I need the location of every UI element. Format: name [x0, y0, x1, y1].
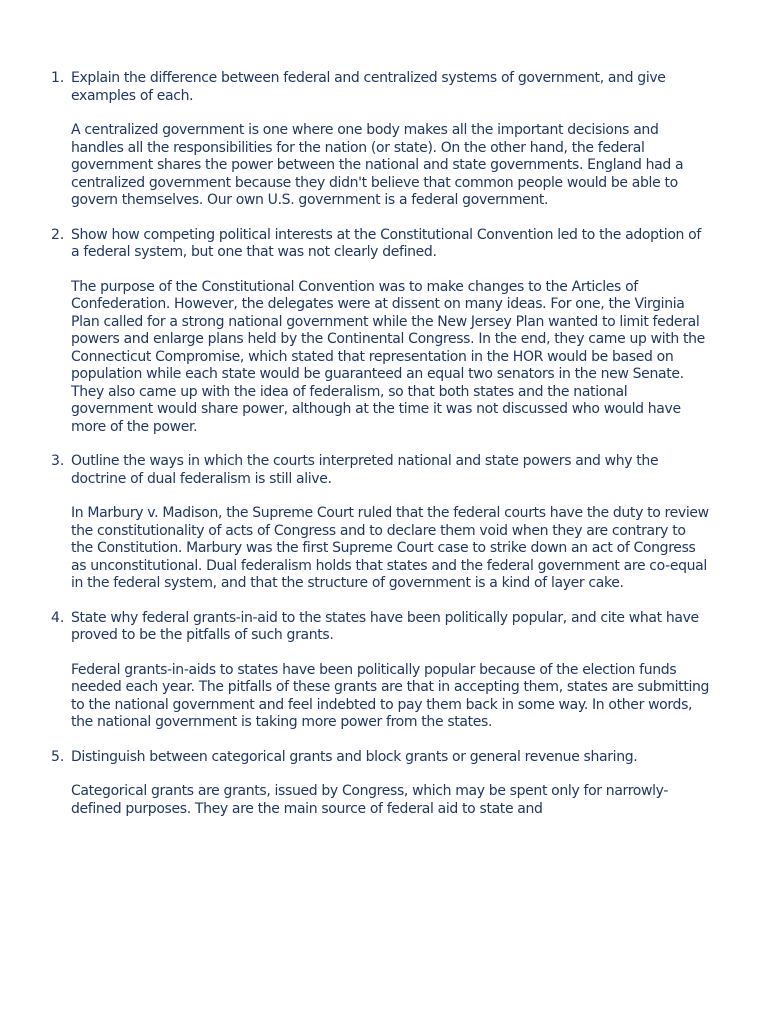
question-text: Outline the ways in which the courts interpreted national and state powers and why the doctrine of dual federalism is still alive. — [71, 453, 659, 487]
answer-text: In Marbury v. Madison, the Supreme Court ruled that the federal courts have the duty to review the constitutionality of acts of Congress and to declare them void when they are contrary to the Constitution. Marbury was the first Supreme Court case to strike down an act of Congress as unconstitutional. Dual federalism holds that states and the federal government are co-equal in the federal system, and that the structure of government is a kind of layer cake. — [71, 505, 709, 591]
answer-text: The purpose of the Constitutional Convention was to make changes to the Articles of Confederation. However, the delegates were at dissent on many ideas. For one, the Virginia Plan called for a strong national government while the New Jersey Plan wanted to limit federal powers and enlarge plans held by the Continental Congress. In the end, they came up with the Connecticut Compromise, which stated that representation in the HOR would be based on population while each state would be guaranteed an equal two senators in the new Senate. They also came up with the idea of federalism, so that both states and the national government would share power, although at the time it was not discussed who would have more of the power. — [71, 278, 705, 435]
item-number: 4. — [51, 609, 65, 626]
question-text: Show how competing political interests at the Constitutional Convention led to the adoption of a federal system, but one that was not clearly defined. — [71, 226, 701, 260]
item-number: 2. — [51, 226, 65, 243]
list-item — [50, 70, 710, 210]
list-item — [50, 227, 710, 437]
item-number: 1. — [51, 70, 65, 86]
list-item — [50, 610, 710, 732]
question-text: State why federal grants-in-aid to the states have been politically popular, and cite what have proved to be the pitfalls of such grants. — [71, 609, 699, 643]
question-text: Explain the difference between federal and centralized systems of government, and give examples of each. — [71, 70, 666, 104]
question-text: Distinguish between categorical grants and block grants or general revenue sharing. — [71, 748, 638, 765]
answer-text: Federal grants-in-aids to states have been politically popular because of the election funds needed each year. The pitfalls of these grants are that in accepting them, states are submitting to the national government and feel indebted to pay them back in some way. In other words, the national government is taking more power from the states. — [71, 661, 710, 730]
answer-text: A centralized government is one where one body makes all the important decisions and handles all the responsibilities for the nation (or state). On the other hand, the federal government shares the power between the national and state governments. England had a centralized government because they didn't believe that common people would be able to govern themselves. Our own U.S. government is a federal government. — [71, 122, 684, 208]
item-number: 5. — [51, 748, 65, 765]
answer-text: Categorical grants are grants, issued by Congress, which may be spent only for narrowly-defined purposes. They are the main source of federal aid to state and — [71, 783, 669, 817]
list-item — [50, 749, 710, 819]
item-number: 3. — [51, 453, 65, 469]
list-item — [50, 453, 710, 593]
question-answer-list — [50, 70, 710, 835]
